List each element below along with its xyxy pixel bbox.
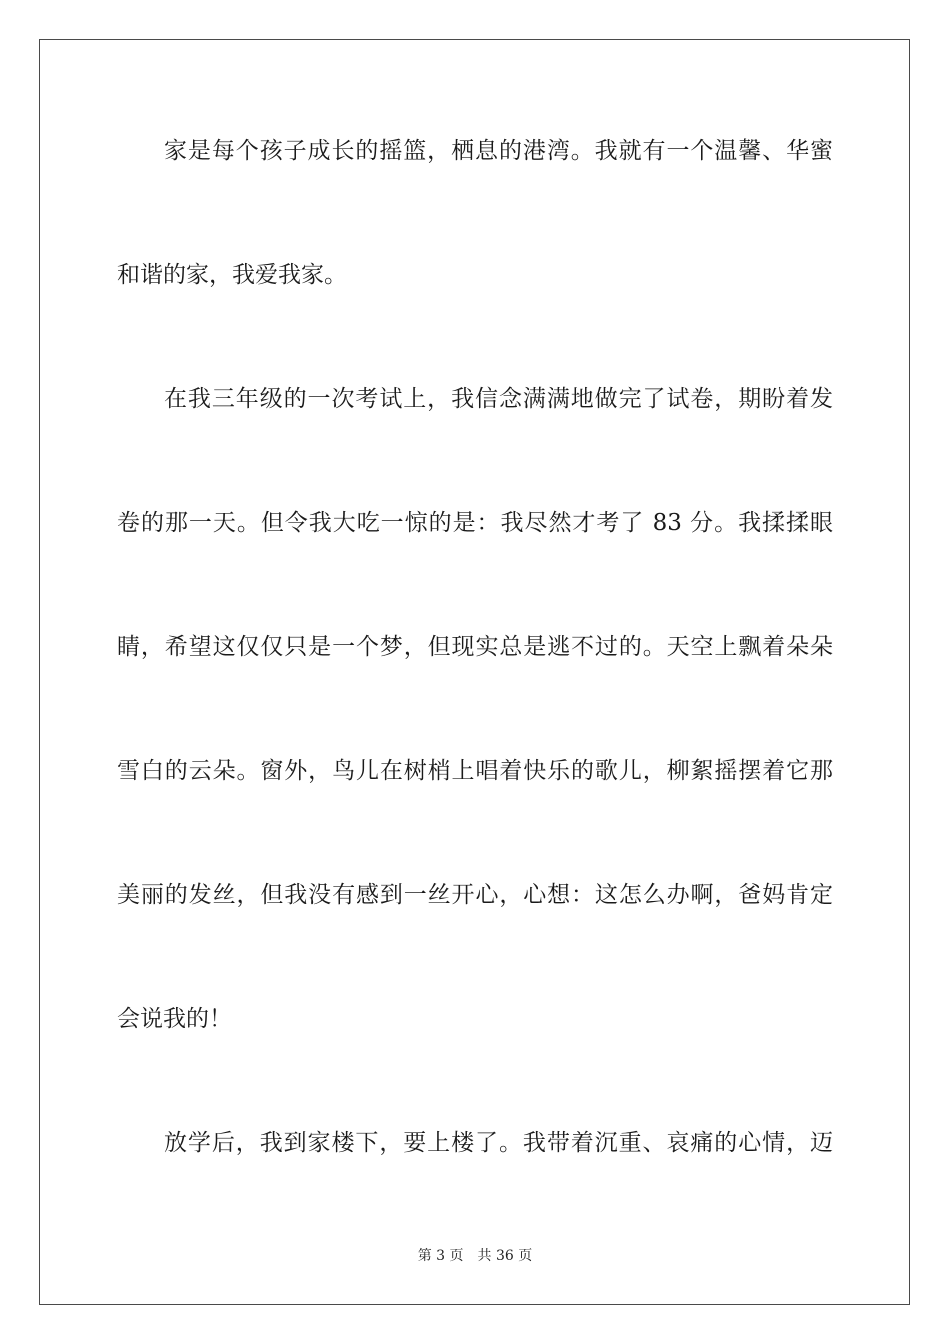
paragraph-1-line-1: 家是每个孩子成长的摇篮，栖息的港湾。我就有一个温馨、华蜜 (164, 138, 833, 164)
paragraph-2-line-2: 卷的那一天。但令我大吃一惊的是：我尽然才考了 83 分。我揉揉眼 (117, 510, 833, 536)
paragraph-2-line-3: 睛，希望这仅仅只是一个梦，但现实总是逃不过的。天空上飘着朵朵 (117, 634, 833, 660)
paragraph-2-line-5: 美丽的发丝，但我没有感到一丝开心，心想：这怎么办啊，爸妈肯定 (117, 882, 833, 908)
paragraph-2-line-1: 在我三年级的一次考试上，我信念满满地做完了试卷，期盼着发 (164, 386, 833, 412)
page-border (39, 39, 910, 1305)
page-footer (0, 1246, 950, 1266)
paragraph-2-line-4: 雪白的云朵。窗外，鸟儿在树梢上唱着快乐的歌儿，柳絮摇摆着它那 (117, 758, 833, 784)
page-total: 共 36 页 (477, 1248, 533, 1264)
page-number: 第 3 页 (417, 1248, 464, 1264)
paragraph-2-line-6: 会说我的！ (117, 1006, 232, 1032)
paragraph-1-line-2: 和谐的家，我爱我家。 (117, 262, 347, 288)
paragraph-3-line-1: 放学后，我到家楼下，要上楼了。我带着沉重、哀痛的心情，迈 (164, 1130, 833, 1156)
